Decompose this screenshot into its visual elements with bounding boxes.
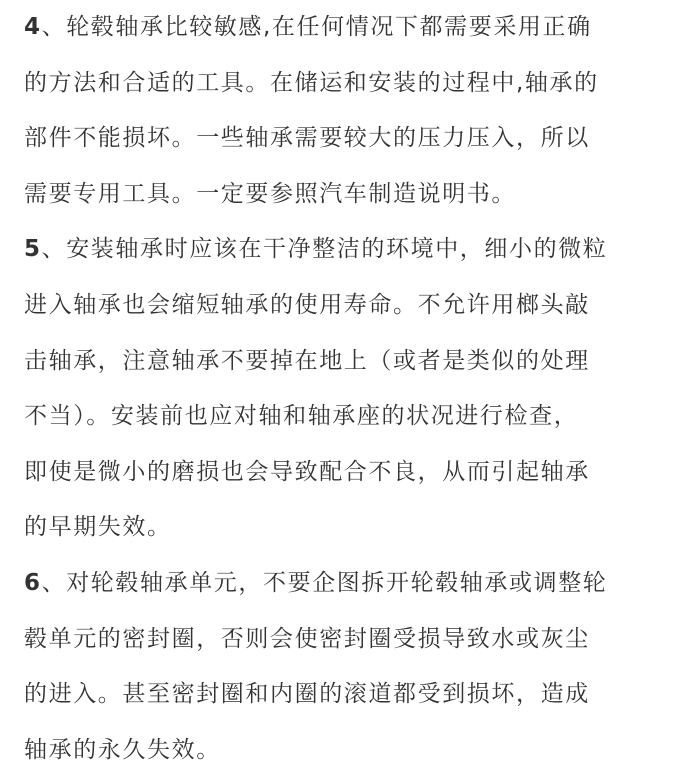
text-line: 击轴承，注意轴承不要掉在地上（或者是类似的处理 bbox=[24, 347, 590, 374]
paragraph-6 bbox=[24, 556, 664, 778]
text-line: 、轮毂轴承比较敏感,在任何情况下都需要采用正确 bbox=[41, 14, 592, 40]
text-line: 部件不能损坏。一些轴承需要较大的压力压入，所以 bbox=[24, 125, 590, 152]
text-line: 的方法和合适的工具。在储运和安装的过程中,轴承的 bbox=[24, 69, 599, 96]
paragraph-number: 5 bbox=[24, 236, 42, 263]
paragraph-5 bbox=[24, 222, 664, 556]
text-line: 的早期失效。 bbox=[24, 514, 172, 541]
text-line: 不当）。安装前也应对轴和轴承座的状况进行检查， bbox=[24, 403, 579, 430]
article-body bbox=[24, 0, 664, 778]
text-line: 的进入。甚至密封圈和内圈的滚道都受到损坏，造成 bbox=[24, 681, 590, 708]
paragraph-4 bbox=[24, 0, 664, 222]
text-line: 、对轮毂轴承单元，不要企图拆开轮毂轴承或调整轮 bbox=[41, 569, 608, 596]
paragraph-number: 6 bbox=[24, 569, 42, 596]
paragraph-number: 4 bbox=[24, 14, 42, 40]
text-line: 毂单元的密封圈，否则会使密封圈受损导致水或灰尘 bbox=[24, 625, 590, 652]
text-line: 需要专用工具。一定要参照汽车制造说明书。 bbox=[24, 180, 516, 207]
text-line: 轴承的永久失效。 bbox=[24, 736, 221, 763]
text-line: 进入轴承也会缩短轴承的使用寿命。不允许用榔头敲 bbox=[24, 291, 590, 318]
text-line: 即使是微小的磨损也会导致配合不良，从而引起轴承 bbox=[24, 458, 590, 485]
text-line: 、安装轴承时应该在干净整洁的环境中，细小的微粒 bbox=[41, 236, 608, 263]
